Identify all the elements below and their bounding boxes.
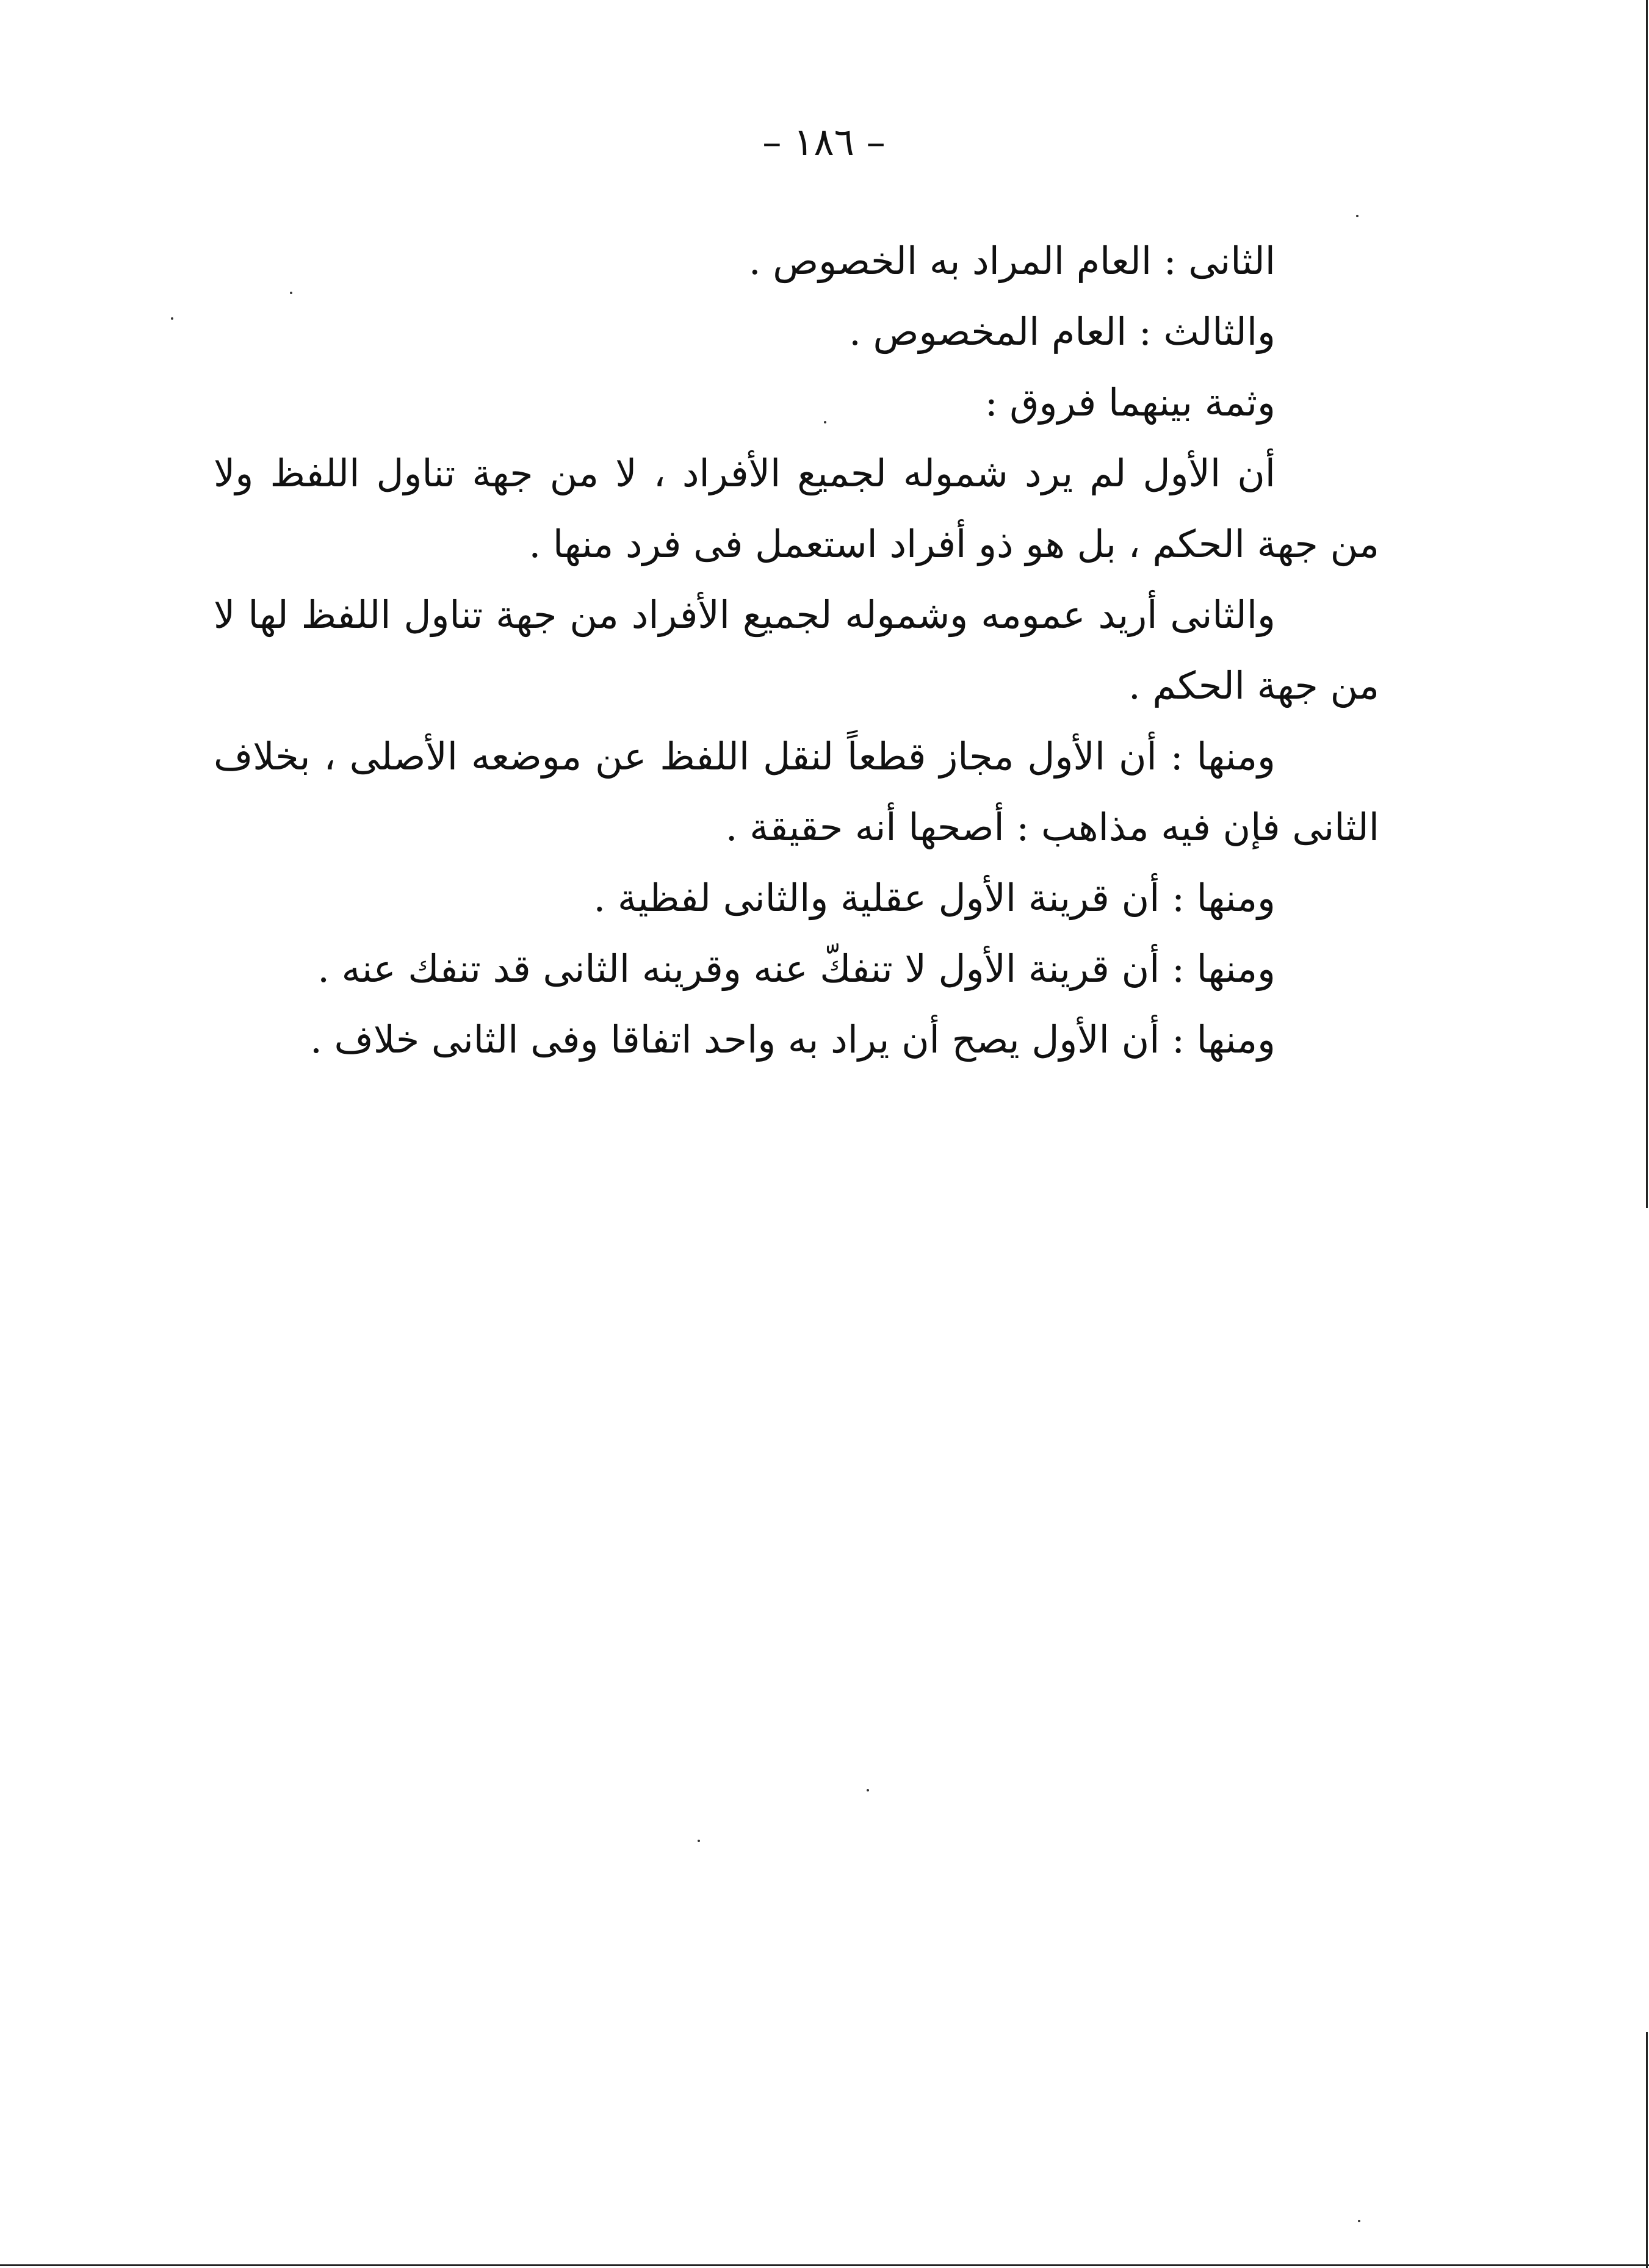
paragraph: وثمة بينهما فروق : xyxy=(984,380,1276,425)
body-text xyxy=(214,226,1379,1075)
paragraph: ومنها : أن الأول مجاز قطعاً لنقل اللفظ عن موضعه الأصلى ، بخلاف الثانى فإن فيه مذاهب : أصحها أنه حقيقة . xyxy=(214,734,1379,849)
paragraph: ومنها : أن قرينة الأول عقلية والثانى لفظية . xyxy=(593,876,1276,920)
scan-speck xyxy=(698,1840,700,1842)
scan-speck xyxy=(1358,2220,1360,2222)
scan-edge-line xyxy=(1646,2032,1648,2268)
scan-speck xyxy=(171,317,173,320)
scan-speck xyxy=(867,1789,869,1791)
paragraph: ومنها : أن قرينة الأول لا تنفكّ عنه وقرينه الثانى قد تنفك عنه . xyxy=(317,946,1276,991)
scan-speck xyxy=(824,421,826,423)
paragraph: أن الأول لم يرد شموله لجميع الأفراد ، لا من جهة تناول اللفظ ولا من جهة الحكم ، بل هو ذو أفراد استعمل فى فرد منها . xyxy=(214,451,1379,566)
scan-edge-line xyxy=(1646,0,1648,1208)
paragraph: والثالث : العام المخصوص . xyxy=(849,309,1276,354)
paragraph: الثانى : العام المراد به الخصوص . xyxy=(748,239,1276,283)
paragraph: ومنها : أن الأول يصح أن يراد به واحد اتفاقا وفى الثانى خلاف . xyxy=(310,1017,1276,1062)
scan-speck xyxy=(290,292,292,294)
scan-edge-line xyxy=(0,2264,1649,2266)
page-number: – ١٨٦ – xyxy=(762,120,886,164)
scan-speck xyxy=(1356,215,1359,217)
paragraph: والثانى أريد عمومه وشموله لجميع الأفراد من جهة تناول اللفظ لها لا من جهة الحكم . xyxy=(214,592,1379,708)
